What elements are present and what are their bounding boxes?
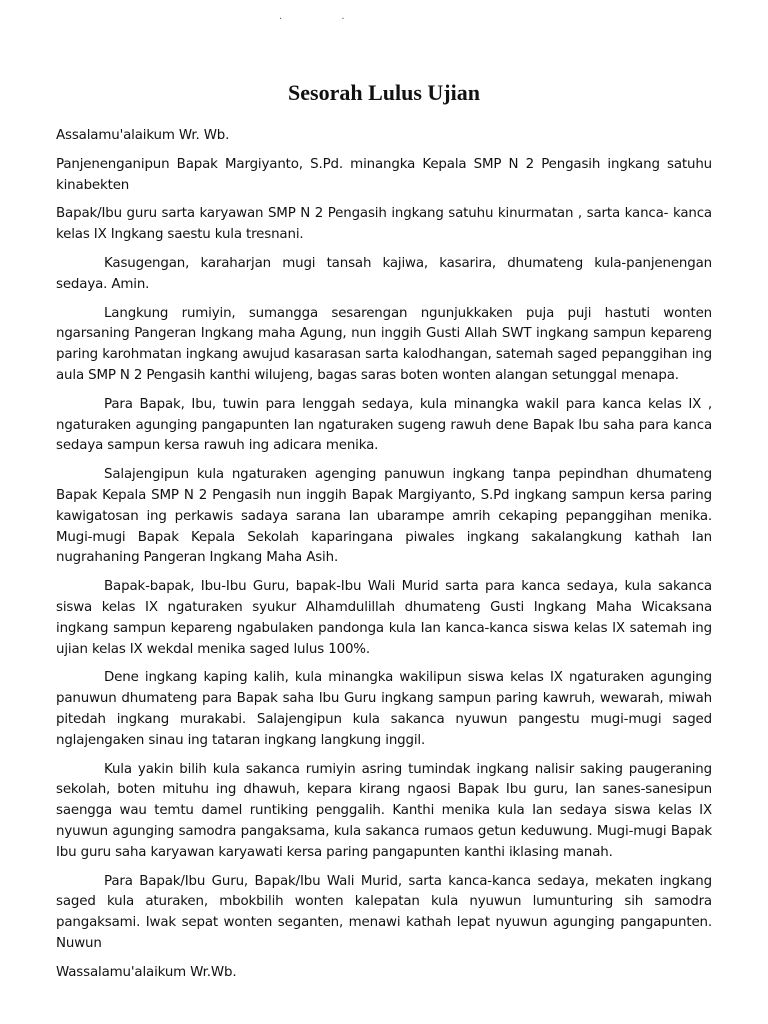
document-title: Sesorah Lulus Ujian (288, 80, 480, 105)
greeting-closing: Wassalamu'alaikum Wr.Wb. (56, 964, 237, 980)
greeting-opening: Assalamu'alaikum Wr. Wb. (56, 128, 230, 143)
paragraph-apology: Kula yakin bilih kula sakanca rumiyin asring tumindak ingkang nalisir saking paugeraning sekolah, boten mituhu ing dhawuh, kepara kirang ngaosi Bapak Ibu guru, Ian sanes-sanesipun saengga wau temtu damel runtiking penggalih. Kanthi menika kula Ian sedaya siswa kelas IX nyuwun agunging samodra pangaksama, kula sakanca rumaos getun keduwung. Mugi-mugi Bapak Ibu guru saha karyawan karyawati kersa paring pangapunten kanthi iklasing manah. (56, 761, 712, 860)
paragraph-graduation-gratitude: Bapak-bapak, Ibu-Ibu Guru, bapak-Ibu Wali Murid sarta para kanca sedaya, kula sakanca siswa kelas IX ngaturaken syukur Alhamdulillah dhumateng Gusti Ingkang Maha Wicaksana ingkang sampun kepareng ngabulaken pandonga kula Ian kanca-kanca siswa kelas IX satemah ing ujian kelas IX wekdal menika saged lulus 100%. (56, 579, 712, 657)
address-principal: Panjenenganipun Bapak Margiyanto, S.Pd. minangka Kepala SMP N 2 Pengasih ingkang satuhu kinabekten (56, 156, 712, 193)
paragraph-thanks-principal: Salajengipun kula ngaturaken agenging panuwun ingkang tanpa pepindhan dhumateng Bapak Kepala SMP N 2 Pengasih nun inggih Bapak Margiyanto, S.Pd ingkang sampun kersa paring kawigatosan ing perkawis sadaya sarana Ian ubarampe amrih cekaping pepanggihan menika. Mugi-mugi Bapak Kepala Sekolah kaparingana piwales ingkang sakalangkung kathah Ian nugrahaning Pangeran Ingkang Maha Asih. (56, 467, 712, 566)
paragraph-gratitude-god: Langkung rumiyin, sumangga sesarengan ngunjukkaken puja puji hastuti wonten ngarsaning Pangeran Ingkang maha Agung, nun inggih Gusti Allah SWT ingkang sampun kepareng paring karohmatan ingkang awujud kasarasan sarta kalodhangan, satemah saged pepanggihan ing aula SMP N 2 Pengasih kanthi wilujeng, bagas saras boten wonten alangan setunggal menapa. (56, 305, 712, 383)
paragraph-welcome: Para Bapak, Ibu, tuwin para lenggah sedaya, kula minangka wakil para kanca kelas IX , ngaturaken agunging pangapunten Ian ngaturaken sugeng rawuh dene Bapak Ibu saha para kanca sedaya sampun kersa rawuh ing adicara menika. (56, 396, 712, 454)
address-teachers-staff: Bapak/Ibu guru sarta karyawan SMP N 2 Pengasih ingkang satuhu kinurmatan , sarta kanca- kanca kelas IX Ingkang saestu kula tresnani. (56, 206, 712, 243)
paragraph-closing: Para Bapak/Ibu Guru, Bapak/Ibu Wali Murid, sarta kanca-kanca sedaya, mekaten ingkang saged kula aturaken, mbokbilih wonten kalepatan kula nyuwun lumunturing sih samodra pangaksami. Iwak sepat wonten seganten, menawi kathah lepat nyuwun agunging pangapunten. Nuwun (56, 873, 712, 951)
document-body (56, 126, 712, 991)
paragraph-wishes: Kasugengan, karaharjan mugi tansah kajiwa, kasarira, dhumateng kula-panjenengan sedaya. Amin. (56, 255, 712, 292)
scan-marks: · · (279, 14, 373, 25)
paragraph-thanks-teachers: Dene ingkang kaping kalih, kula minangka wakilipun siswa kelas IX ngaturaken agunging panuwun dhumateng para Bapak saha Ibu Guru ingkang sampun paring kawruh, wewarah, miwah pitedah ingkang murakabi. Salajengipun kula sakanca nyuwun pangestu mugi-mugi saged nglajengaken sinau ing tataran ingkang langkung inggil. (56, 670, 712, 748)
